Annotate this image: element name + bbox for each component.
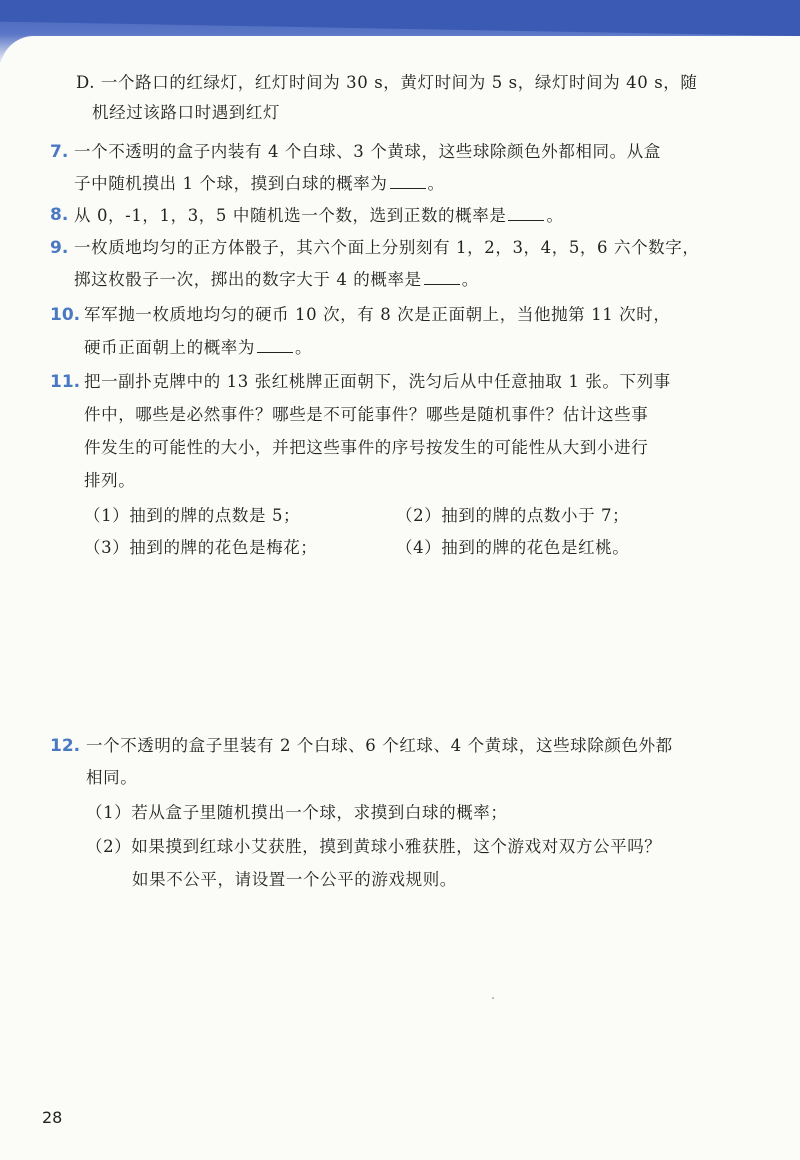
question-11-line4: 排列。 <box>84 471 136 490</box>
question-11-line3: 件发生的可能性的大小，并把这些事件的序号按发生的可能性从大到小进行 <box>84 438 649 457</box>
question-11-item3: （3）抽到的牌的花色是梅花； <box>84 538 318 557</box>
question-10-line1: 军军抛一枚质地均匀的硬币 10 次，有 8 次是正面朝上，当他抛第 11 次时， <box>84 305 671 324</box>
question-11-item4: （4）抽到的牌的花色是红桃。 <box>396 538 630 557</box>
option-d-line1: D. 一个路口的红绿灯，红灯时间为 30 s，黄灯时间为 5 s，绿灯时间为 40 s，随 <box>76 73 698 92</box>
question-9-number: 9. <box>50 238 69 258</box>
question-10-number: 10. <box>50 305 81 325</box>
question-9-text: 掷这枚骰子一次，掷出的数字大于 4 的概率是 <box>74 270 422 289</box>
question-7-number: 7. <box>50 142 69 162</box>
page-number: 28 <box>42 1108 63 1127</box>
speck <box>492 997 494 999</box>
question-10-line2 <box>84 336 312 359</box>
question-9-line1: 一枚质地均匀的正方体骰子，其六个面上分别刻有 1，2，3，4，5，6 六个数字， <box>74 238 700 257</box>
answer-blank[interactable] <box>257 336 293 353</box>
question-11-item1: （1）抽到的牌的点数是 5； <box>84 506 301 525</box>
question-7-line2 <box>74 172 445 195</box>
question-8-text: 从 0，-1，1，3，5 中随机选一个数，选到正数的概率是 <box>74 206 507 225</box>
answer-blank[interactable] <box>508 204 544 221</box>
question-10-end: 。 <box>295 338 313 357</box>
answer-blank[interactable] <box>424 268 460 285</box>
option-d-line2: 机经过该路口时遇到红灯 <box>92 103 281 122</box>
question-10-text: 硬币正面朝上的概率为 <box>84 338 255 357</box>
question-7-line1: 一个不透明的盒子内装有 4 个白球、3 个黄球，这些球除颜色外都相同。从盒 <box>74 142 661 161</box>
answer-blank[interactable] <box>390 172 426 189</box>
question-8-end: 。 <box>546 206 564 225</box>
question-11-item2: （2）抽到的牌的点数小于 7； <box>396 506 630 525</box>
question-8-number: 8. <box>50 205 69 225</box>
question-7-end: 。 <box>427 174 445 193</box>
question-12-number: 12. <box>50 736 81 756</box>
question-7-text: 子中随机摸出 1 个球，摸到白球的概率为 <box>74 174 388 193</box>
question-8-line <box>74 204 564 227</box>
question-12-line2: 相同。 <box>86 768 138 787</box>
question-12-item2b: 如果不公平，请设置一个公平的游戏规则。 <box>132 870 457 889</box>
question-12-item2a: （2）如果摸到红球小艾获胜，摸到黄球小雅获胜，这个游戏对双方公平吗？ <box>86 837 662 856</box>
question-11-line2: 件中，哪些是必然事件？哪些是不可能事件？哪些是随机事件？估计这些事 <box>84 405 649 424</box>
question-12-line1: 一个不透明的盒子里装有 2 个白球、6 个红球、4 个黄球，这些球除颜色外都 <box>86 736 673 755</box>
question-11-number: 11. <box>50 372 81 392</box>
question-12-item1: （1）若从盒子里随机摸出一个球，求摸到白球的概率； <box>86 803 508 822</box>
question-9-end: 。 <box>461 270 479 289</box>
question-11-line1: 把一副扑克牌中的 13 张红桃牌正面朝下，洗匀后从中任意抽取 1 张。下列事 <box>84 372 671 391</box>
question-9-line2 <box>74 268 479 291</box>
